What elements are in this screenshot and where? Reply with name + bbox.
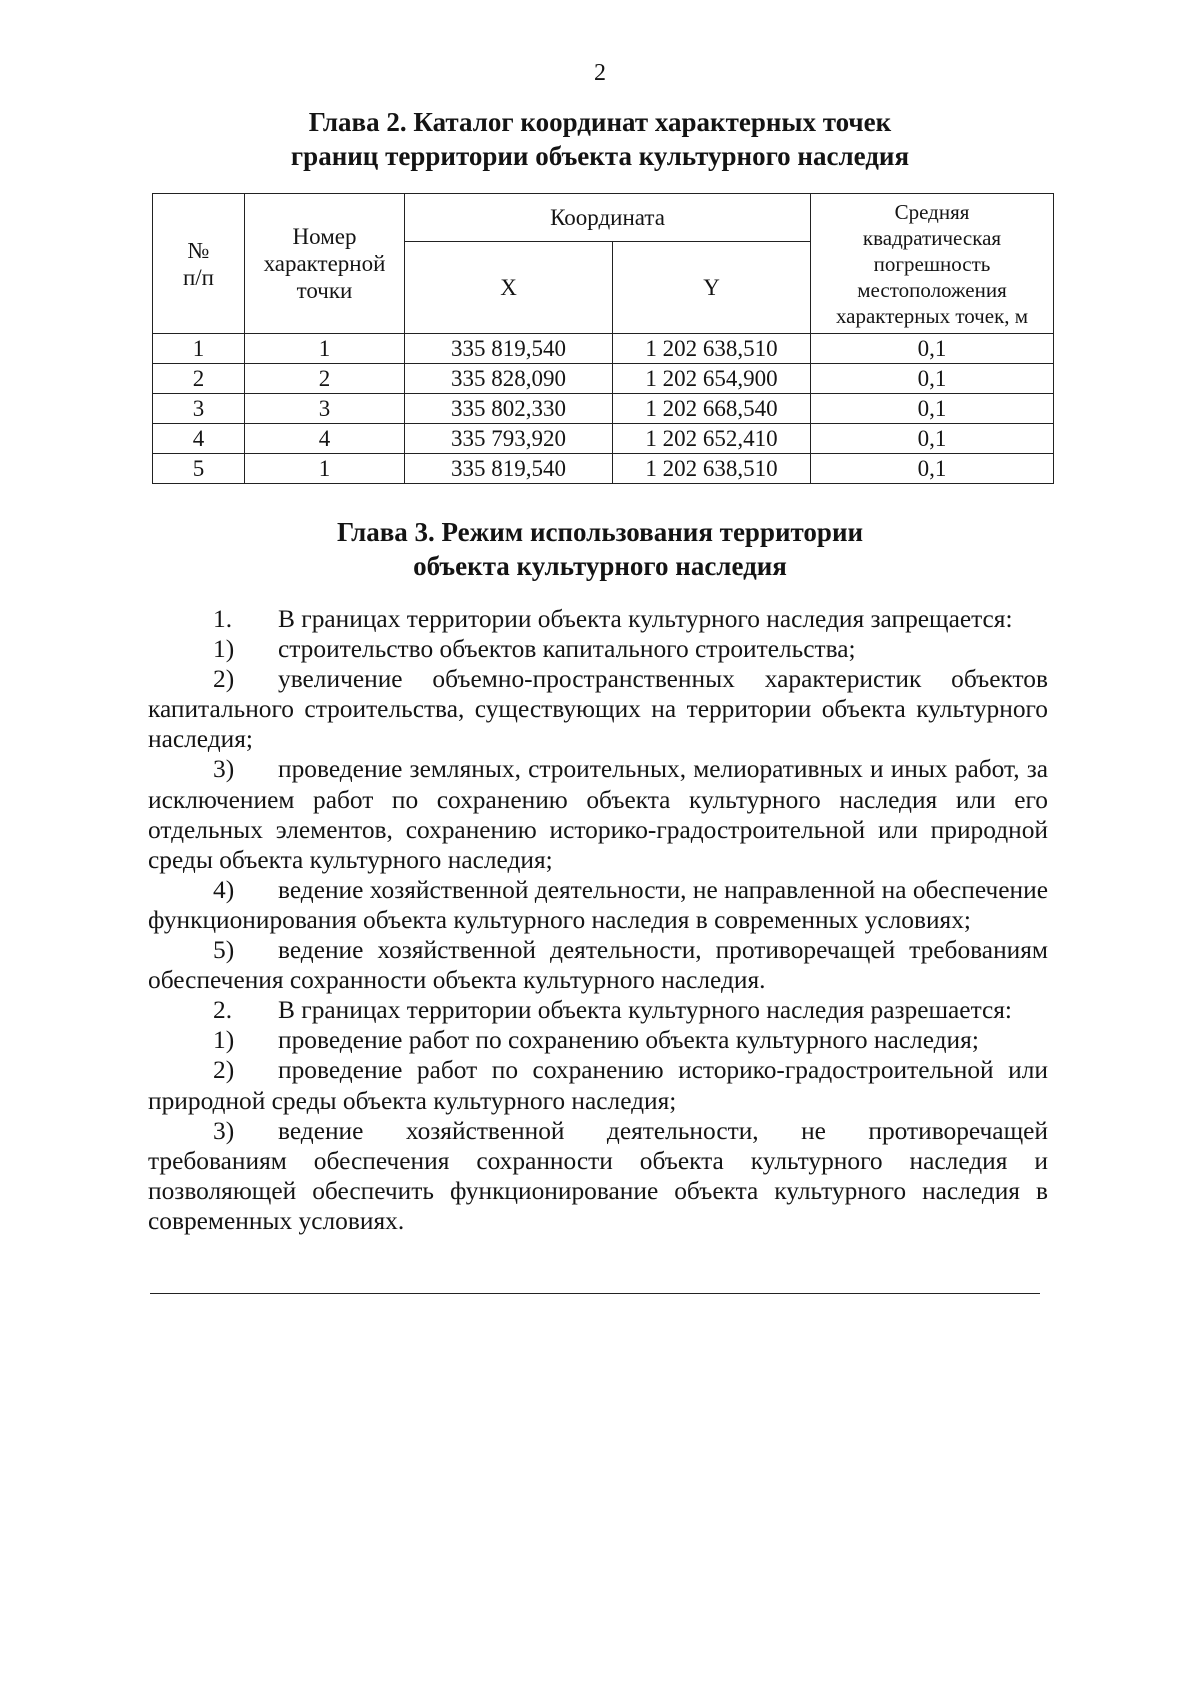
header-error-line: местоположения bbox=[857, 277, 1007, 302]
cell-num: 4 bbox=[153, 424, 245, 454]
chapter-2-title-line-2: границ территории объекта культурного наследия bbox=[290, 141, 910, 171]
cell-y: 1 202 654,900 bbox=[613, 364, 811, 394]
coordinates-table bbox=[152, 193, 1054, 484]
cell-y: 1 202 652,410 bbox=[613, 424, 811, 454]
header-error-line: характерных точек, м bbox=[835, 303, 1029, 328]
header-row-number bbox=[153, 194, 245, 334]
header-row-number-line: № bbox=[187, 237, 210, 263]
paragraph-text: ведение хозяйственной деятельности, не противоречащей требованиям обеспечения сохранности объекта культурного наследия и позволяющей обеспечить функционирование объекта культурного наследия в современных условиях. bbox=[148, 1116, 1048, 1235]
chapter-3-title-line-2: объекта культурного наследия bbox=[413, 551, 787, 581]
paragraph-text: В границах территории объекта культурного наследия разрешается: bbox=[278, 996, 1012, 1025]
paragraph-text: увеличение объемно-пространственных характеристик объектов капитального строительства, существующих на территории объекта культурного наследия; bbox=[148, 665, 1048, 754]
paragraph bbox=[148, 1055, 1048, 1115]
paragraph-text: строительство объектов капитального строительства; bbox=[278, 635, 856, 664]
table-row bbox=[153, 334, 1054, 364]
cell-num: 1 bbox=[153, 334, 245, 364]
cell-y: 1 202 668,540 bbox=[613, 394, 811, 424]
cell-err: 0,1 bbox=[811, 424, 1054, 454]
paragraph-text: ведение хозяйственной деятельности, противоречащей требованиям обеспечения сохранности объекта культурного наследия. bbox=[148, 936, 1048, 995]
cell-err: 0,1 bbox=[811, 454, 1054, 484]
paragraph-text: проведение земляных, строительных, мелиоративных и иных работ, за исключением работ по сохранению объекта культурного наследия или его отдельных элементов, сохранению историко-градостроительной или природной среды объекта культурного наследия; bbox=[148, 755, 1048, 874]
cell-y: 1 202 638,510 bbox=[613, 334, 811, 364]
header-point-number-line: Номер bbox=[292, 224, 357, 249]
cell-x: 335 802,330 bbox=[405, 394, 613, 424]
paragraph-marker: 5) bbox=[213, 936, 235, 965]
chapter-3-title-line-1: Глава 3. Режим использования территории bbox=[336, 517, 864, 547]
chapter-2-title bbox=[0, 105, 1200, 173]
paragraph bbox=[148, 875, 1048, 935]
paragraph bbox=[148, 1025, 1048, 1055]
paragraph-text: В границах территории объекта культурного наследия запрещается: bbox=[278, 605, 1013, 633]
paragraph-marker: 3) bbox=[213, 755, 235, 784]
header-coordinate: Координата bbox=[405, 194, 811, 242]
cell-num: 2 bbox=[153, 364, 245, 394]
header-error-line: квадратическая bbox=[862, 225, 1002, 250]
paragraph bbox=[148, 634, 1048, 664]
table-row bbox=[153, 424, 1054, 454]
table-row bbox=[153, 364, 1054, 394]
paragraph-marker: 4) bbox=[213, 875, 235, 904]
cell-point: 2 bbox=[245, 364, 405, 394]
paragraph bbox=[148, 604, 1048, 634]
paragraph-marker: 2) bbox=[213, 1056, 235, 1085]
paragraph bbox=[148, 995, 1048, 1025]
chapter-3-body bbox=[148, 604, 1048, 1236]
cell-x: 335 819,540 bbox=[405, 334, 613, 364]
end-rule bbox=[150, 1293, 1040, 1294]
cell-err: 0,1 bbox=[811, 394, 1054, 424]
header-x: X bbox=[405, 242, 613, 334]
table-row bbox=[153, 454, 1054, 484]
cell-err: 0,1 bbox=[811, 334, 1054, 364]
paragraph-marker: 1. bbox=[213, 605, 233, 633]
paragraph bbox=[148, 664, 1048, 754]
cell-err: 0,1 bbox=[811, 364, 1054, 394]
paragraph-marker: 2. bbox=[213, 996, 233, 1025]
chapter-3-title bbox=[0, 515, 1200, 583]
cell-num: 3 bbox=[153, 394, 245, 424]
paragraph-marker: 2) bbox=[213, 665, 235, 694]
header-error bbox=[811, 194, 1054, 334]
cell-num: 5 bbox=[153, 454, 245, 484]
header-row-number-line: п/п bbox=[182, 264, 214, 290]
header-point-number-line: характерной bbox=[263, 251, 386, 276]
cell-point: 4 bbox=[245, 424, 405, 454]
paragraph-text: ведение хозяйственной деятельности, не направленной на обеспечение функционирования объекта культурного наследия в современных условиях; bbox=[148, 875, 1048, 934]
paragraph bbox=[148, 754, 1048, 874]
header-point-number bbox=[245, 194, 405, 334]
paragraph-marker: 3) bbox=[213, 1116, 235, 1145]
cell-x: 335 828,090 bbox=[405, 364, 613, 394]
header-point-number-line: точки bbox=[296, 278, 353, 303]
page-number: 2 bbox=[594, 60, 606, 86]
header-error-line: погрешность bbox=[873, 251, 991, 276]
paragraph-text: проведение работ по сохранению объекта культурного наследия; bbox=[278, 1026, 979, 1055]
table-row bbox=[153, 394, 1054, 424]
cell-x: 335 819,540 bbox=[405, 454, 613, 484]
header-y: Y bbox=[613, 242, 811, 334]
cell-y: 1 202 638,510 bbox=[613, 454, 811, 484]
paragraph bbox=[148, 935, 1048, 995]
header-error-line: Средняя bbox=[894, 199, 970, 224]
chapter-2-title-line-1: Глава 2. Каталог координат характерных точек bbox=[308, 107, 892, 137]
paragraph-text: проведение работ по сохранению историко-градостроительной или природной среды объекта культурного наследия; bbox=[148, 1056, 1048, 1115]
paragraph-marker: 1) bbox=[213, 1026, 235, 1055]
cell-x: 335 793,920 bbox=[405, 424, 613, 454]
cell-point: 3 bbox=[245, 394, 405, 424]
paragraph-marker: 1) bbox=[213, 635, 235, 664]
paragraph bbox=[148, 1116, 1048, 1236]
cell-point: 1 bbox=[245, 334, 405, 364]
cell-point: 1 bbox=[245, 454, 405, 484]
